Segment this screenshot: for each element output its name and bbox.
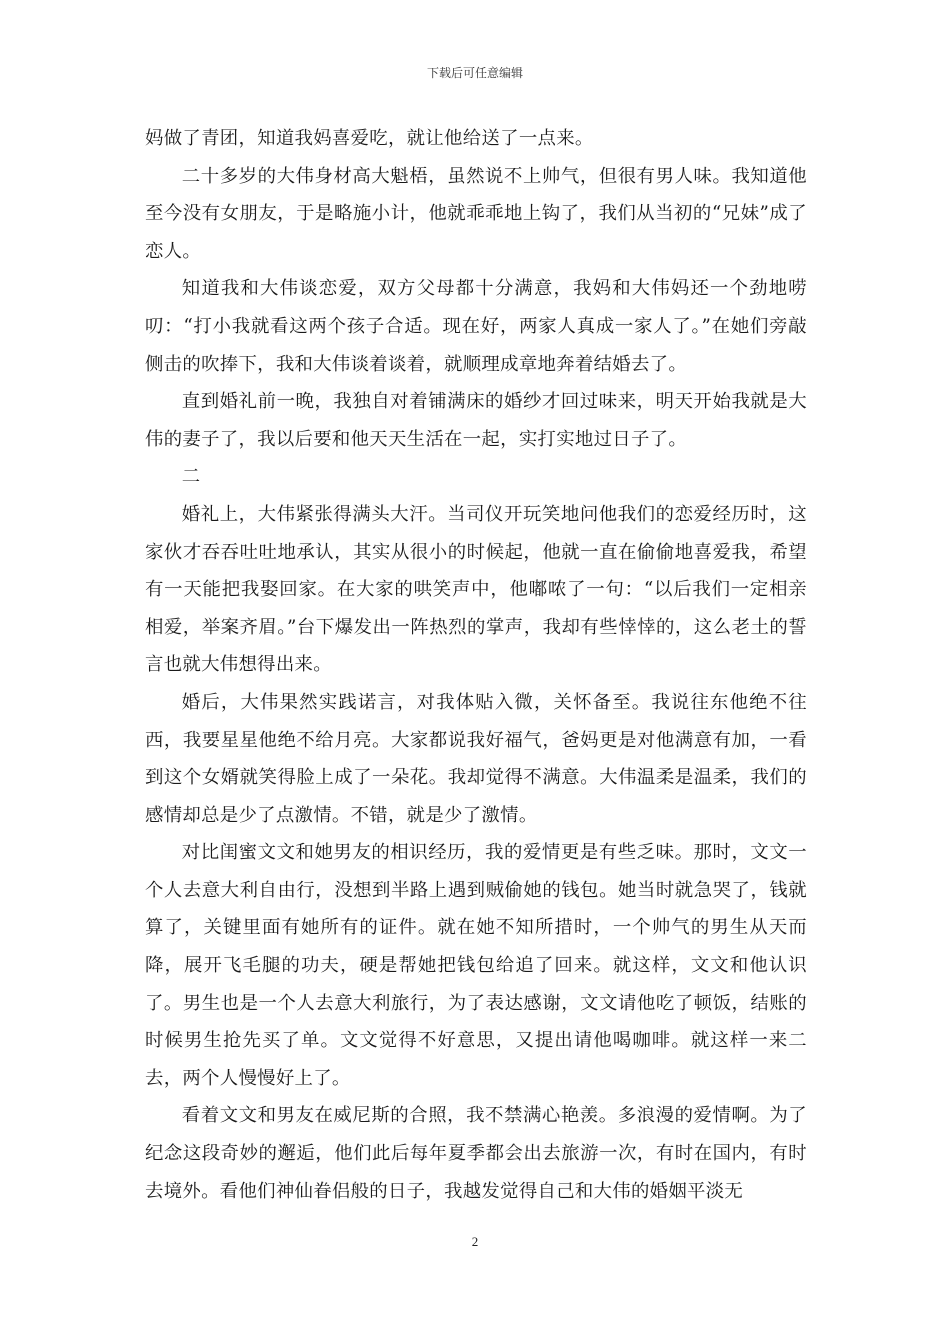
paragraph: 看着文文和男友在威尼斯的合照，我不禁满心艳羡。多浪漫的爱情啊。为了纪念这段奇妙的邂逅，他们此后每年夏季都会出去旅游一次，有时在国内，有时去境外。看他们神仙眷侣般的日子，我越发觉得自己和大伟的婚姻平淡无 bbox=[145, 1105, 807, 1202]
body-text bbox=[145, 120, 807, 1210]
paragraph: 妈做了青团，知道我妈喜爱吃，就让他给送了一点来。 bbox=[145, 128, 594, 149]
paragraph: 对比闺蜜文文和她男友的相识经历，我的爱情更是有些乏味。那时，文文一个人去意大利自由行，没想到半路上遇到贼偷她的钱包。她当时就急哭了，钱就算了，关键里面有她所有的证件。就在她不知所措时，一个帅气的男生从天而降，展开飞毛腿的功夫，硬是帮她把钱包给追了回来。就这样，文文和他认识了。男生也是一个人去意大利旅行，为了表达感谢，文文请他吃了顿饭，结账的时候男生抢先买了单。文文觉得不好意思，又提出请他喝咖啡。就这样一来二去，两个人慢慢好上了。 bbox=[145, 842, 807, 1089]
paragraph: 知道我和大伟谈恋爱，双方父母都十分满意，我妈和大伟妈还一个劲地唠叨：“打小我就看这两个孩子合适。现在好，两家人真成一家人了。”在她们旁敲侧击的吹捧下，我和大伟谈着谈着，就顺理成章地奔着结婚去了。 bbox=[145, 278, 807, 375]
section-heading: 二 bbox=[181, 466, 201, 488]
page-header: 下载后可任意编辑 bbox=[426, 66, 523, 80]
page-number: 2 bbox=[471, 1234, 479, 1249]
paragraph: 婚礼上，大伟紧张得满头大汗。当司仪开玩笑地问他我们的恋爱经历时，这家伙才吞吞吐吐地承认，其实从很小的时候起，他就一直在偷偷地喜爱我，希望有一天能把我娶回家。在大家的哄笑声中，他嘟哝了一句：“以后我们一定相亲相爱，举案齐眉。”台下爆发出一阵热烈的掌声，我却有些悻悻的，这么老土的誓言也就大伟想得出来。 bbox=[145, 503, 807, 676]
paragraph: 二十多岁的大伟身材高大魁梧，虽然说不上帅气，但很有男人味。我知道他至今没有女朋友，于是略施小计，他就乖乖地上钩了，我们从当初的“兄妹”成了恋人。 bbox=[145, 165, 807, 262]
paragraph: 直到婚礼前一晚，我独自对着铺满床的婚纱才回过味来，明天开始我就是大伟的妻子了，我以后要和他天天生活在一起，实打实地过日子了。 bbox=[145, 391, 807, 450]
paragraph: 婚后，大伟果然实践诺言，对我体贴入微，关怀备至。我说往东他绝不往西，我要星星他绝不给月亮。大家都说我好福气，爸妈更是对他满意有加，一看到这个女婿就笑得脸上成了一朵花。我却觉得不满意。大伟温柔是温柔，我们的感情却总是少了点激情。不错，就是少了激情。 bbox=[145, 691, 807, 826]
